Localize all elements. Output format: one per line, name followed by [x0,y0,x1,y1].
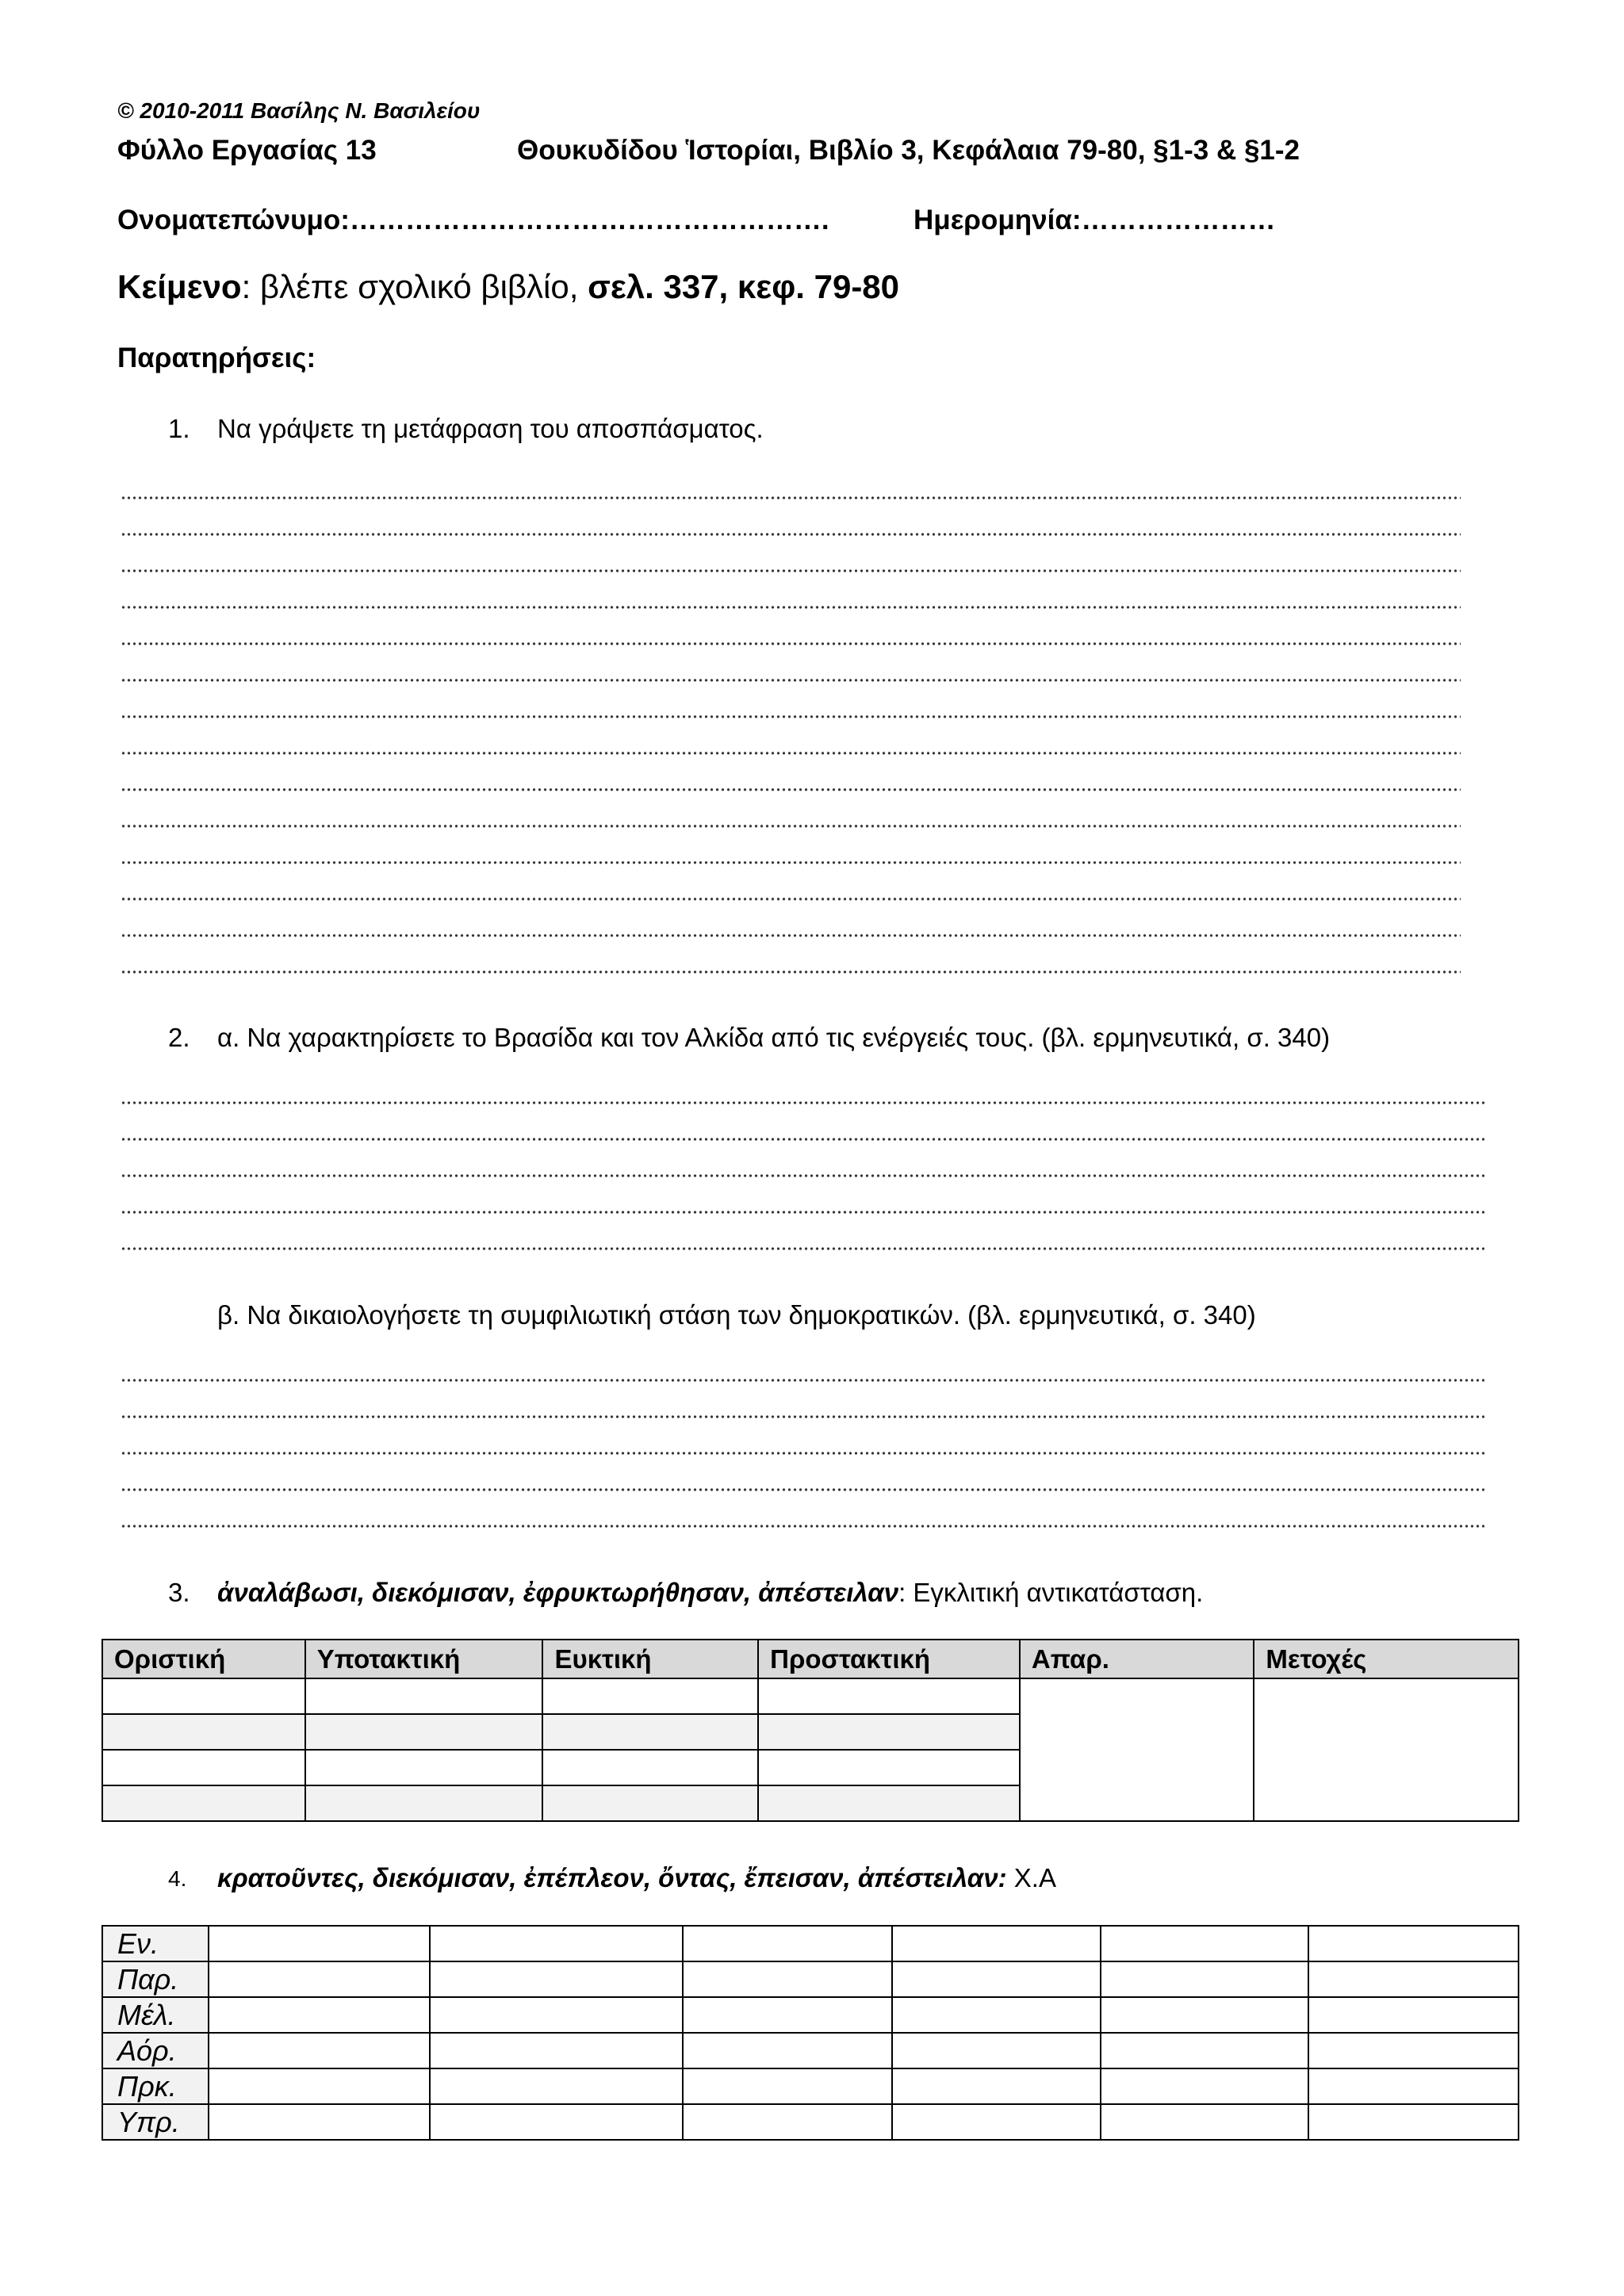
answer-line [121,1378,1484,1383]
answer-line [121,1173,1484,1178]
answer-line [121,897,1461,901]
question-2a-text: α. Να χαρακτηρίσετε το Βρασίδα και τον Αλκίδα από τις ενέργειές τους. (βλ. ερμηνευτικά, σ. 340) [217,1023,1331,1052]
tense-row-present [102,1926,1519,1961]
table-cell[interactable] [892,1961,1101,1997]
answer-line [121,824,1461,828]
mood-header-optative: Ευκτική [542,1640,758,1678]
table-cell[interactable] [1101,1961,1308,1997]
question-2b-text: β. Να δικαιολογήσετε τη συμφιλιωτική στάση των δημοκρατικών. (βλ. ερμηνευτικά, σ. 340) [217,1300,1256,1330]
table-cell[interactable] [305,1750,543,1785]
answer-line [121,1451,1484,1456]
question-3-number: 3. [168,1578,190,1607]
question-4-words: κρατοῦντες, διεκόμισαν, ἐπέπλεον, ὄντας, ἔπεισαν, ἀπέστειλαν: [217,1863,1007,1892]
mood-table-header-row [102,1640,1519,1678]
tense-label: Μέλ. [102,1997,209,2033]
table-cell[interactable] [683,2068,891,2104]
table-cell[interactable] [209,1961,430,1997]
question-1-number: 1. [168,414,190,443]
table-cell[interactable] [892,1997,1101,2033]
text-reference-pages: σελ. 337, κεφ. 79-80 [588,268,900,305]
table-cell[interactable] [1308,1961,1519,1997]
worksheet-subject: Θουκυδίδου Ἱστορίαι, Βιβλίο 3, Κεφάλαια 79-80, §1-3 & §1-2 [517,135,1300,166]
table-cell[interactable] [209,1997,430,2033]
mood-header-participles: Μετοχές [1254,1640,1519,1678]
tense-label: Εν. [102,1926,209,1961]
table-cell[interactable] [758,1678,1020,1714]
answer-line [121,532,1461,537]
mood-header-imperative: Προστακτική [758,1640,1020,1678]
participles-cell[interactable] [1254,1678,1519,1821]
table-cell[interactable] [209,2104,430,2140]
question-4-instruction: Χ.Α [1006,1863,1056,1892]
table-cell[interactable] [209,2068,430,2104]
text-reference-label: Κείμενο [117,268,242,305]
answer-line [121,1100,1484,1105]
mood-header-infinitive: Απαρ. [1020,1640,1254,1678]
table-row [102,1678,1519,1714]
tense-label: Αόρ. [102,2033,209,2068]
worksheet-title: Φύλλο Εργασίας 13 [117,135,377,166]
table-cell[interactable] [430,1997,683,2033]
question-2-number: 2. [168,1023,190,1052]
question-4-number: 4. [168,1866,187,1891]
mood-header-subjunctive: Υποτακτική [305,1640,543,1678]
question-4-text [217,1863,1056,1893]
table-cell[interactable] [892,2104,1101,2140]
table-cell[interactable] [1101,2068,1308,2104]
text-reference-middle: : βλέπε σχολικό βιβλίο, [241,268,588,305]
table-cell[interactable] [209,2033,430,2068]
tense-label: Παρ. [102,1961,209,1997]
answer-line [121,1137,1484,1142]
table-cell[interactable] [102,1785,305,1821]
text-reference [117,268,899,306]
tense-table [102,1925,1519,2141]
table-cell[interactable] [892,2033,1101,2068]
table-cell[interactable] [1308,2068,1519,2104]
table-cell[interactable] [758,1714,1020,1750]
table-cell[interactable] [683,1961,891,1997]
answer-line [121,751,1461,756]
observations-heading: Παρατηρήσεις: [117,342,316,373]
table-cell[interactable] [683,2033,891,2068]
tense-row-future [102,1997,1519,2033]
table-cell[interactable] [305,1785,543,1821]
mood-header-indicative: Οριστική [102,1640,305,1678]
answer-line [121,933,1461,938]
table-cell[interactable] [758,1785,1020,1821]
answer-line [121,787,1461,792]
answer-line [121,568,1461,573]
table-cell[interactable] [209,1926,430,1961]
infinitive-cell[interactable] [1020,1678,1254,1821]
tense-row-perfect [102,2068,1519,2104]
question-3-words: ἀναλάβωσι, διεκόμισαν, ἐφρυκτωρήθησαν, ἀπέστειλαν [217,1578,899,1607]
table-cell[interactable] [1101,2033,1308,2068]
question-3-instruction: : Εγκλιτική αντικατάσταση. [898,1578,1204,1607]
table-cell[interactable] [1101,1926,1308,1961]
tense-row-pluperfect [102,2104,1519,2140]
table-cell[interactable] [430,2104,683,2140]
answer-line [121,678,1461,683]
table-cell[interactable] [1308,1997,1519,2033]
tense-label: Πρκ. [102,2068,209,2104]
table-cell[interactable] [430,2033,683,2068]
answer-line [121,1210,1484,1215]
tense-row-imperfect [102,1961,1519,1997]
table-cell[interactable] [892,2068,1101,2104]
table-cell[interactable] [1308,1926,1519,1961]
date-field[interactable]: Ημερομηνία:………………… [914,205,1276,235]
answer-line [121,1246,1484,1251]
question-1-text: Να γράψετε τη μετάφραση του αποσπάσματος. [217,414,764,443]
answer-line [121,1414,1484,1419]
answer-line [121,641,1461,646]
answer-line [121,496,1461,500]
name-field[interactable]: Ονοματεπώνυμο:……………………………………………. [117,205,829,235]
table-cell[interactable] [1101,1997,1308,2033]
table-cell[interactable] [1308,2033,1519,2068]
table-cell[interactable] [758,1750,1020,1785]
table-cell[interactable] [102,1678,305,1714]
table-cell[interactable] [430,1926,683,1961]
table-cell[interactable] [102,1750,305,1785]
table-cell[interactable] [542,1678,758,1714]
table-cell[interactable] [542,1714,758,1750]
copyright-notice: © 2010-2011 Βασίλης Ν. Βασιλείου [117,98,481,123]
table-cell[interactable] [1308,2104,1519,2140]
table-cell[interactable] [683,1926,891,1961]
table-cell[interactable] [1101,2104,1308,2140]
answer-line [121,714,1461,719]
tense-row-aorist [102,2033,1519,2068]
table-cell[interactable] [892,1926,1101,1961]
table-cell[interactable] [102,1714,305,1750]
table-cell[interactable] [430,2068,683,2104]
answer-line [121,970,1461,974]
table-cell[interactable] [430,1961,683,1997]
table-cell[interactable] [305,1714,543,1750]
table-cell[interactable] [683,1997,891,2033]
tense-label: Υπρ. [102,2104,209,2140]
answer-line [121,1487,1484,1492]
table-cell[interactable] [542,1785,758,1821]
question-3-text [217,1578,1203,1608]
answer-line [121,1524,1484,1529]
answer-line [121,860,1461,865]
mood-table [102,1639,1519,1822]
table-cell[interactable] [542,1750,758,1785]
answer-line [121,605,1461,610]
table-cell[interactable] [305,1678,543,1714]
table-cell[interactable] [683,2104,891,2140]
